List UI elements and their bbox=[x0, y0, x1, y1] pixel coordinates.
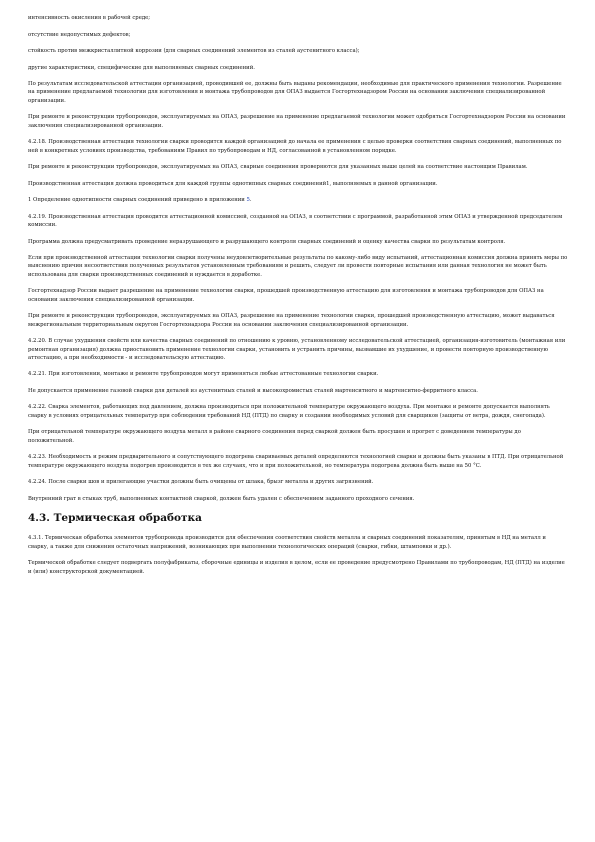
paragraph: При отрицательной температуре окружающего воздуха металл в районе сварного соединения перед сваркой должен быть просушен и прогрет с доведением температуры до положительной. bbox=[28, 429, 521, 444]
section-heading: 4.3. Термическая обработка bbox=[28, 512, 202, 525]
paragraph: Не допускается применение газовой сварки для деталей из аустенитных сталей и высокохромистых сталей мартенситного и мартенситно-ферритного класса. bbox=[28, 387, 478, 394]
paragraph: При ремонте и реконструкции трубопроводов, эксплуатируемых на ОПАЗ, разрешение на применение технологии сварки, прошедшей производственную аттестацию, может выдаваться межрегиональным территориальным округом Госгортехнадзора России на основании заключения специализированной организации. bbox=[28, 313, 555, 328]
paragraph: отсутствие недопустимых дефектов; bbox=[28, 31, 131, 38]
appendix-link[interactable]: 5 bbox=[246, 197, 250, 204]
paragraph: 4.2.22. Сварка элементов, работающих под давлением, должна производиться при положительной температуре окружающего воздуха. При монтаже и ремонте допускается выполнять сварку в условиях отрицательных температур при соблюдении требований НД (ПТД) по сварку и создании необходимых условий для сварщиков (защиты от ветра, дождя, снегопада). bbox=[28, 404, 550, 419]
paragraph: интенсивность окисления в рабочей среде; bbox=[28, 15, 151, 21]
paragraph: При ремонте и реконструкции трубопроводов, эксплуатируемых на ОПАЗ, разрешение на применение предлагаемой технологии может одобряться Госгортехнадзором России на основании заключения специализированной организации. bbox=[28, 114, 566, 129]
paragraph: Госгортехнадзор России выдает разрешение на применение технологии сварки, прошедшей производственную аттестацию для изготовления и монтажа трубопроводов для ОПАЗ на основании заключения специализированной организации. bbox=[28, 288, 544, 303]
paragraph: Программа должна предусматривать проведение неразрушающего и разрушающего контроля сварных соединений и оценку качества сварки по результатам контроля. bbox=[28, 238, 506, 245]
paragraph: Если при производственной аттестации технологии сварки получены неудовлетворительные результаты по какому-либо виду испытаний, аттестационная комиссия должна принять меры по выяснению причин несоответствия полученных результатов установленным требованиям и решить, следует ли провести повторные испытания или данная технология не может быть использована для сварки производственных соединений и нуждается в доработке. bbox=[28, 255, 568, 278]
paragraph: Термической обработке следует подвергать полуфабрикаты, сборочные единицы и изделия в целом, если ее проведение предусмотрено Правилами по трубопроводам, НД (ПТД) на изделие и (или) конструкторской документацией. bbox=[28, 560, 565, 575]
paragraph: 4.2.19. Производственная аттестация проводится аттестационной комиссией, созданной на ОПАЗ, в соответствии с программой, разработанной этим ОПАЗ и утвержденной председателем комиссии. bbox=[28, 213, 563, 229]
document-page bbox=[28, 14, 568, 584]
paragraph: стойкость против межкристаллитной коррозии (для сварных соединений элементов из сталей аустенитного класса); bbox=[28, 48, 360, 54]
footnote-text: 1 Определение однотипности сварных соединений приведено в приложении bbox=[28, 197, 247, 204]
paragraph: 4.3.1. Термическая обработка элементов трубопровода производится для обеспечения соответствия свойств металла и сварных соединений показателям, принятым в НД на металл и сварку, а также для снижения остаточных напряжений, возникающих при выполнении технологических операций (сварки, гибки, штамповки и др.). bbox=[28, 535, 546, 550]
paragraph: 4.2.23. Необходимость и режим предварительного и сопутствующего подогрева свариваемых деталей определяются технологией сварки и должны быть указаны в ПТД. При отрицательной температуре окружающего воздуха подогрев производится в тех же случаях, что и при положительной, но температура подогрева должна быть выше на 50 °С. bbox=[28, 454, 564, 469]
paragraph: 4.2.20. В случае ухудшения свойств или качества сварных соединений по отношению к уровню, установленному исследовательской аттестацией, организация-изготовитель (монтажная или ремонтная организация) должна приостановить применение технологии сварки, установить и устранить причины, вызвавшие их ухудшение, и провести повторную производственную аттестацию, а при необходимости - и исследовательскую аттестацию. bbox=[28, 338, 566, 361]
paragraph: другие характеристики, специфические для выполняемых сварных соединений. bbox=[28, 64, 255, 71]
paragraph: Производственная аттестация должна проводиться для каждой группы однотипных сварных соединений1, выполняемых в данной организации. bbox=[28, 180, 438, 187]
paragraph: При ремонте и реконструкции трубопроводов, эксплуатируемых на ОПАЗ, сварные соединения проверяются для указанных выше целей на соответствие настоящим Правилам. bbox=[28, 164, 528, 171]
paragraph: 4.2.24. После сварки шов и прилегающие участки должны быть очищены от шлака, брызг металла и других загрязнений. bbox=[28, 479, 374, 486]
paragraph: Внутренний грат в стыках труб, выполненных контактной сваркой, должен быть удален с обеспечением заданного проходного сечения. bbox=[28, 495, 415, 502]
paragraph: 4.2.18. Производственная аттестация технологии сварки проводится каждой организацией до начала ее применения с целью проверки соответствия сварных соединений, выполненных по ней в конкретных условиях производства, требованиям Правил по трубопроводам и НД, согласованной в установленном порядке. bbox=[28, 139, 562, 154]
footnote bbox=[28, 196, 568, 204]
paragraph: По результатам исследовательской аттестации организацией, проводившей ее, должны быть выданы рекомендации, необходимые для практического применения технологии. Разрешение на применение предлагаемой технологии для изготовления и монтажа трубопроводов для ОПАЗ выдается Госгортехнадзором России на основании заключения специализированной организации. bbox=[28, 81, 562, 104]
footnote-tail: . bbox=[249, 197, 252, 204]
paragraph: 4.2.21. При изготовлении, монтаже и ремонте трубопроводов могут применяться любые аттестованные технологии сварки. bbox=[28, 371, 379, 378]
